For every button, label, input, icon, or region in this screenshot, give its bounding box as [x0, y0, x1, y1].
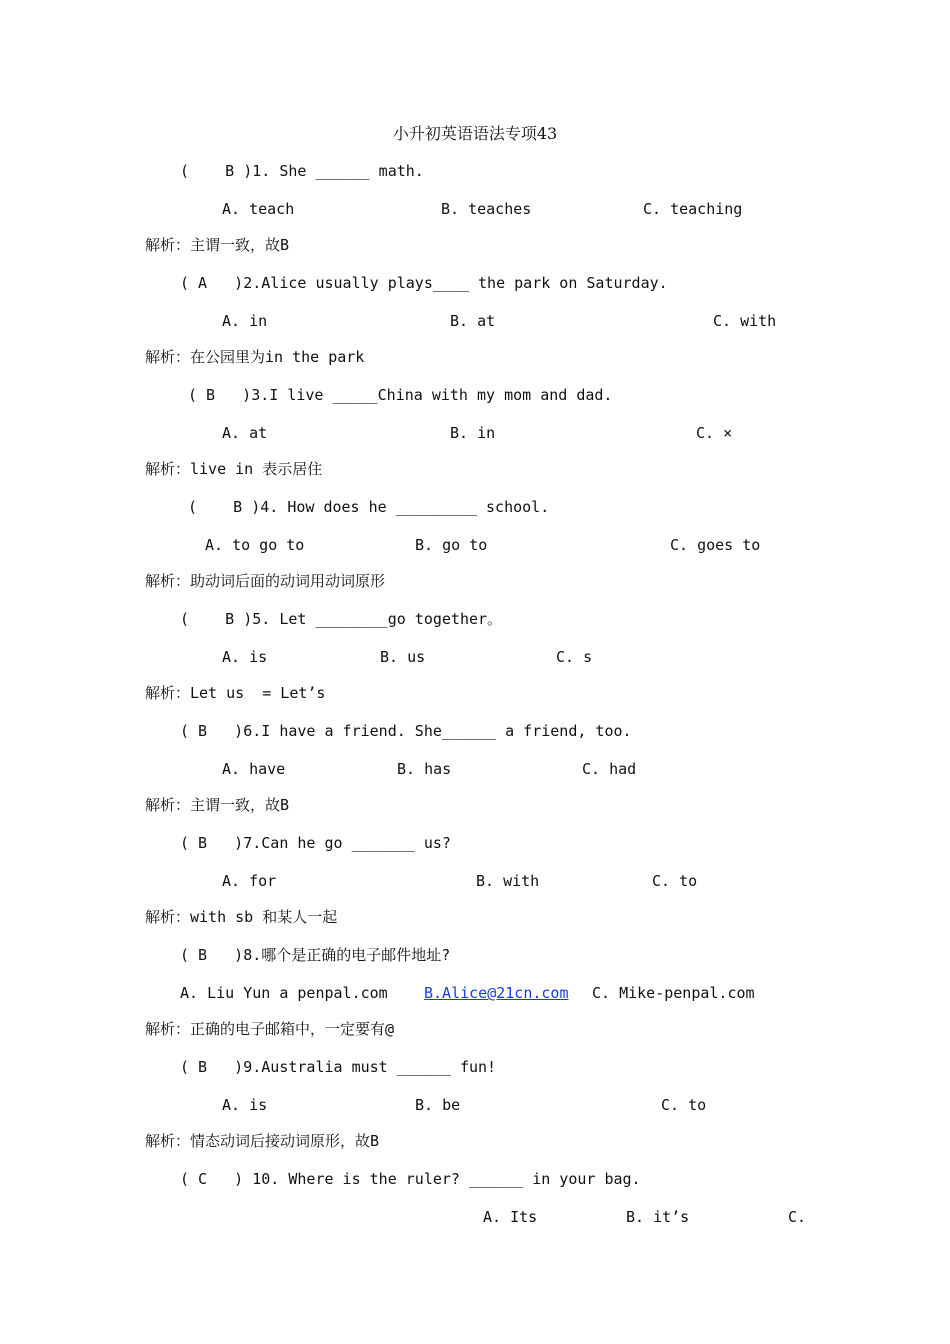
question-1-option-c: C. teaching — [643, 200, 743, 218]
question-7-stem: ( B )7.Can he go _______ us? — [180, 834, 451, 852]
question-5-explanation: 解析：Let us = Let’s — [145, 684, 326, 702]
question-1-explanation: 解析：主谓一致，故B — [145, 236, 290, 254]
question-3-explanation: 解析：live in 表示居住 — [145, 460, 323, 478]
question-4-option-a: A. to go to — [205, 536, 305, 554]
question-10-option-b: B. it’s — [626, 1208, 690, 1226]
question-1-stem: ( B )1. She ______ math. — [180, 162, 424, 180]
question-6-explanation: 解析：主谓一致，故B — [145, 796, 290, 814]
question-5-option-b: B. us — [380, 648, 426, 666]
question-3-option-c: C. × — [696, 424, 733, 442]
question-3-stem: ( B )3.I live _____China with my mom and dad. — [188, 386, 613, 404]
question-1-option-b: B. teaches — [441, 200, 532, 218]
question-3-option-b: B. in — [450, 424, 496, 442]
question-10-option-c: C. — [788, 1208, 807, 1226]
question-2-explanation: 解析：在公园里为in the park — [145, 348, 365, 366]
question-7-option-a: A. for — [222, 872, 277, 890]
question-6-stem: ( B )6.I have a friend. She______ a friend, too. — [180, 722, 632, 740]
question-6-option-a: A. have — [222, 760, 286, 778]
question-9-option-a: A. is — [222, 1096, 268, 1114]
question-1-option-a: A. teach — [222, 200, 295, 218]
question-9-option-b: B. be — [415, 1096, 461, 1114]
question-6-option-b: B. has — [397, 760, 452, 778]
question-6-option-c: C. had — [582, 760, 637, 778]
question-9-option-c: C. to — [661, 1096, 707, 1114]
question-7-option-c: C. to — [652, 872, 698, 890]
question-8-explanation: 解析：正确的电子邮箱中，一定要有@ — [145, 1020, 395, 1038]
question-4-explanation: 解析：助动词后面的动词用动词原形 — [145, 572, 386, 590]
question-8-option-b-email-link[interactable]: B.Alice@21cn.com — [424, 984, 569, 1002]
document-title: 小升初英语语法专项43 — [392, 124, 558, 143]
question-8-option-c: C. Mike-penpal.com — [592, 984, 755, 1002]
question-4-stem: ( B )4. How does he _________ school. — [188, 498, 550, 516]
question-8-stem: ( B )8.哪个是正确的电子邮件地址? — [180, 946, 451, 964]
question-4-option-c: C. goes to — [670, 536, 761, 554]
question-5-stem: ( B )5. Let ________go together。 — [180, 610, 503, 628]
question-2-option-c: C. with — [713, 312, 777, 330]
question-2-option-a: A. in — [222, 312, 268, 330]
question-3-option-a: A. at — [222, 424, 268, 442]
question-8-option-a: A. Liu Yun a penpal.com — [180, 984, 388, 1002]
question-2-stem: ( A )2.Alice usually plays____ the park on Saturday. — [180, 274, 668, 292]
question-5-option-a: A. is — [222, 648, 268, 666]
question-7-explanation: 解析：with sb 和某人一起 — [145, 908, 338, 926]
question-2-option-b: B. at — [450, 312, 496, 330]
question-5-option-c: C. s — [556, 648, 593, 666]
question-9-explanation: 解析：情态动词后接动词原形，故B — [145, 1132, 380, 1150]
question-4-option-b: B. go to — [415, 536, 488, 554]
question-10-option-a: A. Its — [483, 1208, 538, 1226]
question-10-stem: ( C ) 10. Where is the ruler? ______ in your bag. — [180, 1170, 641, 1188]
question-9-stem: ( B )9.Australia must ______ fun! — [180, 1058, 497, 1076]
question-7-option-b: B. with — [476, 872, 540, 890]
